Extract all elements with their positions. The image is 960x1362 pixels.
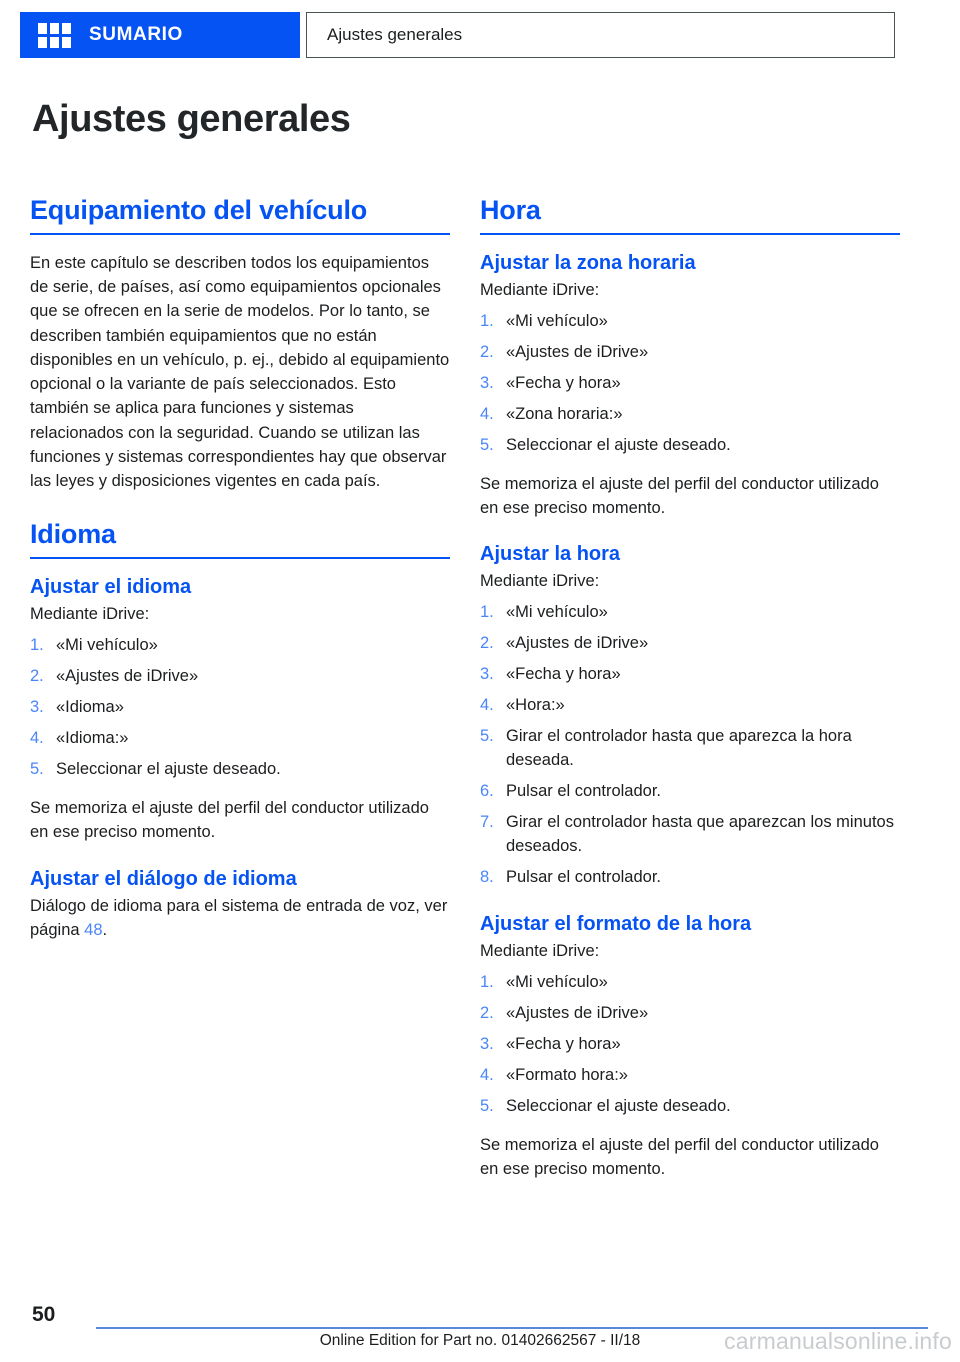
breadcrumb[interactable] (306, 12, 895, 58)
step-number: 8. (480, 867, 494, 886)
step-number: 7. (480, 812, 494, 831)
steps-list-formato-hora (480, 971, 900, 1119)
step-number: 3. (30, 698, 44, 717)
lead-text: Mediante iDrive: (480, 572, 600, 591)
section-divider (30, 557, 450, 559)
step-number: 6. (480, 782, 494, 800)
step-text: Girar el controlador hasta que aparezca la hora deseada. (506, 727, 852, 770)
step-text: «Idioma:» (56, 729, 129, 748)
section-heading-equipamiento: Equipamiento del vehículo (30, 195, 368, 225)
step-text: «Hora:» (506, 696, 565, 715)
step-item (30, 758, 450, 782)
step-text: «Mi vehículo» (506, 312, 608, 331)
step-text: «Ajustes de iDrive» (506, 634, 649, 653)
steps-list-ajustar-el-idioma (30, 634, 450, 782)
step-text: Girar el controlador hasta que aparezcan los minutos deseados. (506, 812, 894, 855)
step-text: «Formato hora:» (506, 1065, 628, 1084)
sumario-button[interactable] (20, 12, 300, 58)
footer-note: Online Edition for Part no. 01402662567 - II/18 (319, 1332, 641, 1349)
step-text: «Ajustes de iDrive» (56, 667, 199, 686)
section-heading-idioma: Idioma (30, 519, 116, 550)
step-number: 2. (30, 667, 44, 686)
step-item (480, 372, 900, 396)
page-title: Ajustes generales (32, 98, 351, 140)
lead-text: Mediante iDrive: (480, 941, 600, 960)
step-item (480, 1033, 900, 1057)
step-number: 5. (480, 435, 494, 454)
note-text: Se memoriza el ajuste del perfil del conductor utilizado en ese preciso momento. (480, 1135, 879, 1178)
step-text: «Ajustes de iDrive» (506, 343, 649, 362)
step-number: 4. (30, 729, 44, 748)
step-text: Seleccionar el ajuste deseado. (56, 760, 281, 779)
step-number: 1. (480, 312, 494, 331)
step-text: «Zona horaria:» (506, 404, 623, 423)
step-item (480, 866, 900, 890)
step-number: 3. (480, 1034, 494, 1053)
sumario-label: SUMARIO (89, 24, 183, 45)
step-number: 3. (480, 665, 494, 684)
left-column (30, 195, 450, 942)
dialogo-idioma-text (30, 894, 450, 943)
step-number: 2. (480, 634, 494, 653)
page-header (0, 12, 960, 58)
step-item (480, 632, 900, 656)
step-number: 3. (480, 373, 494, 392)
dialogo-idioma-text-before: Diálogo de idioma para el sistema de entrada de voz, ver página (30, 896, 448, 939)
step-item (30, 696, 450, 720)
right-column (480, 195, 900, 1181)
step-number: 5. (30, 760, 44, 779)
step-item (480, 1095, 900, 1119)
step-item (30, 727, 450, 751)
step-number: 2. (480, 343, 494, 362)
breadcrumb-label: Ajustes generales (327, 25, 463, 44)
step-item (480, 310, 900, 334)
step-item (480, 434, 900, 458)
step-item (480, 694, 900, 718)
step-item (480, 663, 900, 687)
step-text: «Fecha y hora» (506, 1034, 621, 1053)
section-heading-hora: Hora (480, 195, 541, 225)
note-text: Se memoriza el ajuste del perfil del conductor utilizado en ese preciso momento. (30, 799, 429, 842)
step-number: 1. (480, 972, 494, 991)
step-text: Pulsar el controlador. (506, 782, 662, 800)
page-number: 50 (32, 1303, 56, 1326)
step-text: «Mi vehículo» (506, 972, 608, 991)
page-reference-link[interactable]: 48 (84, 920, 103, 939)
step-text: Seleccionar el ajuste deseado. (506, 1096, 731, 1115)
subsection-ajustar-la-hora: Ajustar la hora (480, 543, 621, 566)
step-item (480, 1002, 900, 1026)
step-number: 2. (480, 1003, 494, 1022)
step-text: «Mi vehículo» (56, 636, 158, 655)
subsection-ajustar-la-zona-horaria: Ajustar la zona horaria (480, 251, 696, 274)
step-text: «Mi vehículo» (506, 603, 608, 622)
step-text: «Idioma» (56, 698, 124, 717)
step-item (480, 971, 900, 995)
lead-text: Mediante iDrive: (480, 280, 600, 299)
step-number: 5. (480, 1096, 494, 1115)
step-text: «Fecha y hora» (506, 373, 621, 392)
section-divider (480, 233, 900, 235)
subsection-ajustar-el-idioma: Ajustar el idioma (30, 576, 192, 599)
step-number: 4. (480, 1065, 494, 1084)
steps-list-zona-horaria (480, 310, 900, 458)
subsection-ajustar-el-formato-de-la-hora: Ajustar el formato de la hora (480, 912, 752, 935)
step-number: 1. (480, 603, 494, 622)
step-item (480, 341, 900, 365)
step-number: 4. (480, 404, 494, 423)
step-item (480, 780, 900, 804)
step-item (480, 725, 900, 773)
intro-paragraph: En este capítulo se describen todos los equipamientos de serie, de países, así como equipamientos opcionales que se ofrecen en la serie de modelos. Por lo tanto, se describen también equipamientos que no están disponibles en un vehículo, p. ej., debido al equipamiento opcional o la variante de país seleccionados. Esto también se aplica para funciones y sistemas relacionados con la seguridad. Cuando se utilizan las funciones y sistemas correspondientes hay que observar las leyes y disposiciones vigentes en cada país. (30, 253, 450, 491)
step-number: 1. (30, 636, 44, 655)
step-text: «Ajustes de iDrive» (506, 1003, 649, 1022)
step-text: Seleccionar el ajuste deseado. (506, 435, 731, 454)
step-item (480, 403, 900, 427)
dialogo-idioma-text-after: . (102, 920, 108, 939)
step-item (480, 811, 900, 859)
step-number: 4. (480, 696, 494, 715)
lead-text: Mediante iDrive: (30, 605, 150, 624)
grid-menu-icon (38, 23, 71, 48)
step-number: 5. (480, 727, 494, 746)
subsection-ajustar-el-dialogo-de-idioma: Ajustar el diálogo de idioma (30, 867, 297, 890)
step-item (30, 665, 450, 689)
step-text: «Fecha y hora» (506, 665, 621, 684)
steps-list-ajustar-la-hora (480, 601, 900, 889)
note-text: Se memoriza el ajuste del perfil del conductor utilizado en ese preciso momento. (480, 474, 879, 517)
step-item (480, 601, 900, 625)
section-divider (30, 233, 450, 235)
watermark: carmanualsonline.info (724, 1328, 952, 1354)
step-item (30, 634, 450, 658)
step-item (480, 1064, 900, 1088)
step-text: Pulsar el controlador. (506, 867, 662, 886)
